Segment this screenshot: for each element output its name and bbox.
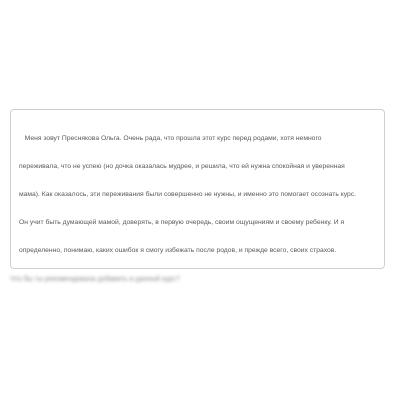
review-line: Он учит быть думающей мамой, доверять, в первую очередь, своим ощущениям и своему ребенку. И я — [19, 218, 345, 226]
review-line: мама). Как оказалось, эти переживания были совершенно не нужны, и именно это помогает осознать курс. — [19, 190, 357, 198]
review-line: определенно, понимаю, каких ошибок я смогу избежать после родов, и прежде всего, своих страхов. — [19, 246, 337, 254]
review-text — [19, 115, 378, 269]
faded-region-bottom — [10, 300, 385, 390]
review-line: Меня зовут Преснякова Ольга. Очень рада, что прошла этот курс перед родами, хотя немного — [19, 134, 322, 142]
review-line: переживала, что не успею (но дочка оказалась мудрее, и решила, что ей нужна спокойная и уверенная — [19, 162, 345, 170]
faded-region-top — [16, 28, 376, 88]
next-question-label: Что бы ты рекомендовала добавить в данный курс? — [10, 276, 180, 283]
review-textarea[interactable] — [10, 109, 385, 269]
